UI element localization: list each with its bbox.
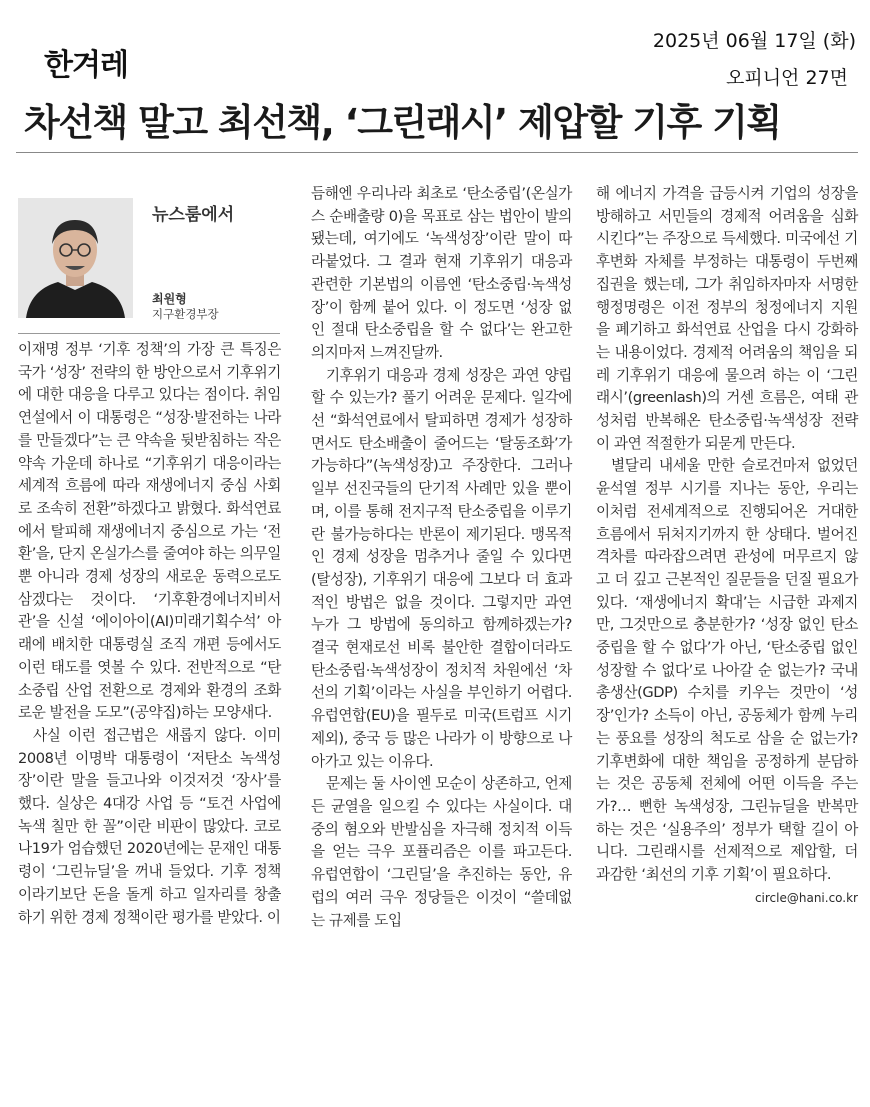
column-name: 뉴스룸에서 bbox=[152, 205, 235, 225]
author-email: circle@hani.co.kr bbox=[754, 890, 858, 905]
author-title: 지구환경부장 bbox=[152, 307, 219, 321]
article-column-3 bbox=[596, 183, 858, 910]
paragraph: 사실 이런 접근법은 새롭지 않다. 이미 2008년 이명박 대통령이 ‘저탄소 녹색성장’이란 말을 들고나와 이것저것 ‘장사’를 했다. 실상은 4대강 사업 등 “토건 사업에 녹색 칠만 한 꼴”이란 비판이 많았다. 코로나19가 엄습했던 2020년에는 문재인 대통령이 ‘그린뉴딜’을 꺼내 들었다. 기후 정책이라기보단 돈을 돌게 하고 일자리를 창출하기 위한 경제 정책이란 평가를 받았다. 이 bbox=[18, 726, 281, 926]
paragraph: 듬해엔 우리나라 최초로 ‘탄소중립’(온실가스 순배출량 0)을 목표로 삼는 법안이 발의됐는데, 여기에도 ‘녹색성장’이란 말이 따라붙었다. 그 결과 현재 기후위기 대응과 관련한 기본법의 이름엔 ‘탄소중립·녹색성장’이 함께 붙어 있다. 이 정도면 ‘성장 없인 절대 탄소중립을 할 수 없다’는 완고한 의지마저 느껴진달까. bbox=[311, 185, 572, 361]
paragraph: 별달리 내세울 만한 슬로건마저 없었던 윤석열 정부 시기를 지나는 동안, 우리는 이처럼 전세계적으로 진행되어온 거대한 흐름에서 뒤처지기까지 한 상태다. 벌어진 격차를 따라잡으려면 관성에 머무르지 않고 더 깊고 근본적인 질문들을 던질 필요가 있다. ‘재생에너지 확대’는 시급한 과제지만, 그것만으로 충분한가? ‘성장 없인 탄소중립을 할 수 없다’가 아닌, ‘탄소중립 없인 성장할 수 없다’로 나아갈 순 없는가? 국내총생산(GDP) 수치를 키우는 것만이 ‘성장’인가? 소득이 아닌, 공동체가 함께 누리는 풍요를 성장의 척도로 삼을 순 없는가? 기후변화에 대한 책임을 공정하게 분담하는 것은 공동체 전체에 어떤 이득을 주는가?… 뻔한 녹색성장, 그린뉴딜을 반복만 하는 것은 ‘실용주의’ 정부가 택할 길이 아니다. 그린래시를 선제적으로 제압할, 더 과감한 ‘최선의 기후 기획’이 필요하다. bbox=[596, 457, 858, 884]
headline: 차선책 말고 최선책, ‘그린래시’ 제압할 기후 기획 bbox=[24, 101, 781, 144]
author-photo bbox=[18, 198, 133, 318]
email-line bbox=[596, 887, 858, 910]
publication-date: 2025년 06월 17일 (화) bbox=[652, 30, 856, 52]
article-column-1 bbox=[18, 339, 281, 929]
paragraph: 문제는 둘 사이엔 모순이 상존하고, 언제든 균열을 일으킬 수 있다는 사실이다. 대중의 혐오와 반발심을 자극해 정치적 이득을 얻는 극우 포퓰리즘은 이를 파고든다. 유럽연합이 ‘그린딜’을 추진하는 동안, 유럽의 여러 극우 정당들은 이것이 “쓸데없는 규제를 도입 bbox=[311, 775, 572, 929]
newspaper-logo: 한겨레 bbox=[44, 48, 128, 83]
author-portrait-icon bbox=[18, 198, 133, 318]
paragraph: 이재명 정부 ‘기후 정책’의 가장 큰 특징은 국가 ‘성장’ 전략의 한 방안으로서 기후위기에 대한 대응을 다루고 있다는 점이다. 취임 연설에서 이 대통령은 “성장·발전하는 나라를 만들겠다”는 큰 약속을 뒷받침하는 작은 약속 가운데 하나로 “기후위기 대응이라는 세계적 흐름에 따라 재생에너지 중심 사회로 조속히 전환”하겠다고 밝혔다. 화석연료에서 탈피해 재생에너지 중심으로 가는 ‘전환’을, 단지 온실가스를 줄여야 하는 의무일 뿐 아니라 경제 성장의 새로운 동력으로도 삼겠다는 것이다. ‘기후환경에너지비서관’을 신설 ‘에이아이(AI)미래기획수석’ 아래에 배치한 대통령실 조직 개편 등에서도 이런 태도를 엿볼 수 있다. 전반적으로 “탄소중립 산업 전환으로 경제와 환경의 조화로운 발전을 도모”(공약집)하는 모양새다. bbox=[18, 341, 281, 722]
page-section: 오피니언 27면 bbox=[726, 67, 848, 89]
headline-divider bbox=[16, 152, 858, 153]
paragraph: 기후위기 대응과 경제 성장은 과연 양립할 수 있는가? 풀기 어려운 문제다. 일각에선 “화석연료에서 탈피하면 경제가 성장하면서도 탄소배출이 줄어드는 ‘탈동조화’가 가능하다”(녹색성장)고 주장한다. 그러나 일부 선진국들의 단기적 사례만 있을 뿐이며, 이를 통해 전지구적 탄소중립을 이루기란 불가능하다는 반론이 제기된다. 맹목적인 경제 성장을 멈추거나 줄일 수 있다면(탈성장), 기후위기 대응에 그보다 더 효과적인 방법은 없을 것이다. 그렇지만 과연 누가 그 방법에 동의하고 함께하겠는가? 결국 현재로선 비록 불안한 결합이더라도 탄소중립·녹색성장이 정치적 차원에선 ‘차선의 기획’이라는 사실을 부인하기 어렵다. 유럽연합(EU)을 필두로 미국(트럼프 시기 제외), 중국 등 많은 나라가 이 방향으로 나아가고 있는 이유다. bbox=[311, 366, 572, 770]
author-name: 최원형 bbox=[152, 292, 187, 306]
article-column-2 bbox=[311, 183, 572, 932]
paragraph: 해 에너지 가격을 급등시켜 기업의 성장을 방해하고 서민들의 경제적 어려움을 심화시킨다”는 주장으로 득세했다. 미국에선 기후변화 자체를 부정하는 대통령이 두번째 집권을 했는데, 그가 취임하자마자 서명한 행정명령은 이전 정부의 청정에너지 지원을 폐기하고 화석연료 산업을 다시 강화하는 내용이었다. 경제적 어려움의 책임을 되레 기후위기 대응에 물으려 하는 이 ‘그린래시’(greenlash)의 거센 흐름은, 여태 관성처럼 반복해온 탄소중립·녹색성장 전략이 과연 적절한가 되묻게 만든다. bbox=[596, 185, 858, 452]
byline-divider bbox=[18, 333, 280, 334]
